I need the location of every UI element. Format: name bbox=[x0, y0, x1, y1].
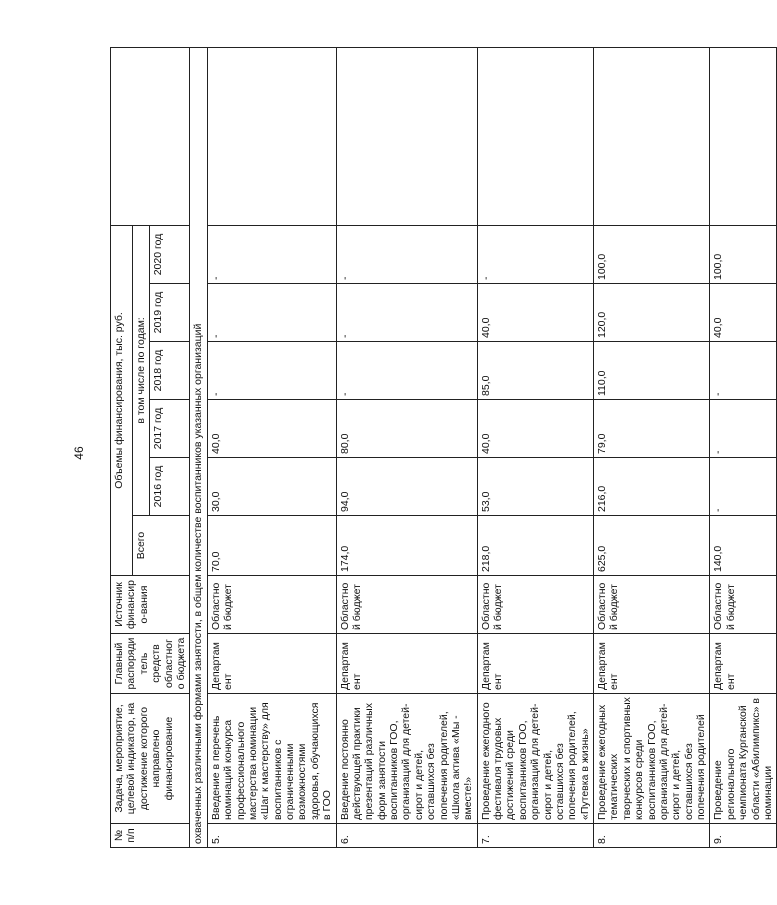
row-empty bbox=[594, 47, 710, 225]
header-year: 2018 год bbox=[150, 342, 190, 400]
row-empty bbox=[710, 47, 777, 225]
row-year-value: 40,0 bbox=[477, 284, 593, 342]
row-year-value: - bbox=[207, 225, 336, 283]
row-year-value: - bbox=[477, 225, 593, 283]
row-num: 6. bbox=[336, 824, 477, 848]
row-year-value: 79,0 bbox=[594, 400, 710, 458]
row-manager: Департамент bbox=[207, 634, 336, 694]
row-task: Проведение ежегодных тематических творческих и спортивных конкурсов среди воспитанников ГОО, организаций для детей-сирот и детей, оставшихся без попечения родителей bbox=[594, 694, 710, 824]
header-year: 2020 год bbox=[150, 225, 190, 283]
row-empty bbox=[477, 47, 593, 225]
rotated-page bbox=[110, 48, 774, 848]
row-source: Областной бюджет bbox=[477, 576, 593, 634]
table-row bbox=[207, 47, 336, 847]
row-total: 140,0 bbox=[710, 516, 777, 576]
header-volume: Объемы финансирования, тыс. руб. bbox=[111, 225, 133, 575]
row-year-value: - bbox=[336, 225, 477, 283]
row-year-value: - bbox=[710, 400, 777, 458]
row-year-value: - bbox=[336, 284, 477, 342]
row-year-value: 100,0 bbox=[710, 225, 777, 283]
row-year-value: 80,0 bbox=[336, 400, 477, 458]
row-manager: Департамент bbox=[477, 634, 593, 694]
financing-table bbox=[110, 47, 777, 848]
row-task: Проведение ежегодного фестиваля трудовых достижений среди воспитанников ГОО, организаций для детей-сирот и детей, оставшихся без попечения родителей, «Путевка в жизнь» bbox=[477, 694, 593, 824]
header-row-1 bbox=[111, 47, 133, 847]
row-total: 70,0 bbox=[207, 516, 336, 576]
header-task: Задача, мероприятие, целевой индикатор, на достижение которого направлено финансирование bbox=[111, 694, 190, 824]
row-year-value: 120,0 bbox=[594, 284, 710, 342]
row-total: 625,0 bbox=[594, 516, 710, 576]
row-empty bbox=[207, 47, 336, 225]
header-empty bbox=[111, 47, 190, 225]
row-year-value: 40,0 bbox=[477, 400, 593, 458]
row-year-value: 94,0 bbox=[336, 458, 477, 516]
table-row bbox=[477, 47, 593, 847]
section-row bbox=[190, 47, 207, 847]
row-task: Проведение регионального чемпионата Курганской области «Абилимпикс» в номинации bbox=[710, 694, 777, 824]
row-year-value: 85,0 bbox=[477, 342, 593, 400]
row-source: Областной бюджет bbox=[594, 576, 710, 634]
section-text: охваченных различными формами занятости, в общем количестве воспитанников указанных организаций bbox=[190, 47, 207, 847]
row-total: 174,0 bbox=[336, 516, 477, 576]
row-source: Областной бюджет bbox=[207, 576, 336, 634]
row-year-value: 40,0 bbox=[207, 400, 336, 458]
row-manager: Департамент bbox=[594, 634, 710, 694]
row-year-value: 216,0 bbox=[594, 458, 710, 516]
header-source: Источник финансиро-вания bbox=[111, 576, 190, 634]
row-year-value: 30,0 bbox=[207, 458, 336, 516]
row-year-value: - bbox=[207, 342, 336, 400]
row-year-value: - bbox=[710, 458, 777, 516]
row-task: Введение в перечень номинаций конкурса профессионального мастерства номинации «Шаг к мастерству» для воспитанников с ограниченными возможностями здоровья, обучающихся в ГОО bbox=[207, 694, 336, 824]
row-manager: Департамент bbox=[336, 634, 477, 694]
header-manager: Главный распорядитель средств областного бюджета bbox=[111, 634, 190, 694]
page-number: 46 bbox=[72, 446, 86, 460]
header-year: 2017 год bbox=[150, 400, 190, 458]
header-year: 2016 год bbox=[150, 458, 190, 516]
row-year-value: - bbox=[336, 342, 477, 400]
header-num: № п/п bbox=[111, 824, 190, 848]
table-row bbox=[594, 47, 710, 847]
row-year-value: 40,0 bbox=[710, 284, 777, 342]
header-incl: в том числе по годам: bbox=[133, 225, 150, 515]
row-year-value: 53,0 bbox=[477, 458, 593, 516]
row-year-value: 100,0 bbox=[594, 225, 710, 283]
row-year-value: - bbox=[710, 342, 777, 400]
row-year-value: 110,0 bbox=[594, 342, 710, 400]
row-num: 5. bbox=[207, 824, 336, 848]
row-source: Областной бюджет bbox=[710, 576, 777, 634]
header-year: 2019 год bbox=[150, 284, 190, 342]
row-num: 9. bbox=[710, 824, 777, 848]
row-task: Введение постоянно действующей практики презентаций различных форм занятости воспитанников ГОО, организаций для детей-сирот и детей, оставшихся без попечения родителей, «Школа актива «Мы - вместе!» bbox=[336, 694, 477, 824]
row-num: 7. bbox=[477, 824, 593, 848]
row-manager: Департамент bbox=[710, 634, 777, 694]
row-total: 218,0 bbox=[477, 516, 593, 576]
row-year-value: - bbox=[207, 284, 336, 342]
row-source: Областной бюджет bbox=[336, 576, 477, 634]
table-row bbox=[710, 47, 777, 847]
row-num: 8. bbox=[594, 824, 710, 848]
row-empty bbox=[336, 47, 477, 225]
table-row bbox=[336, 47, 477, 847]
header-total: Всего bbox=[133, 516, 190, 576]
